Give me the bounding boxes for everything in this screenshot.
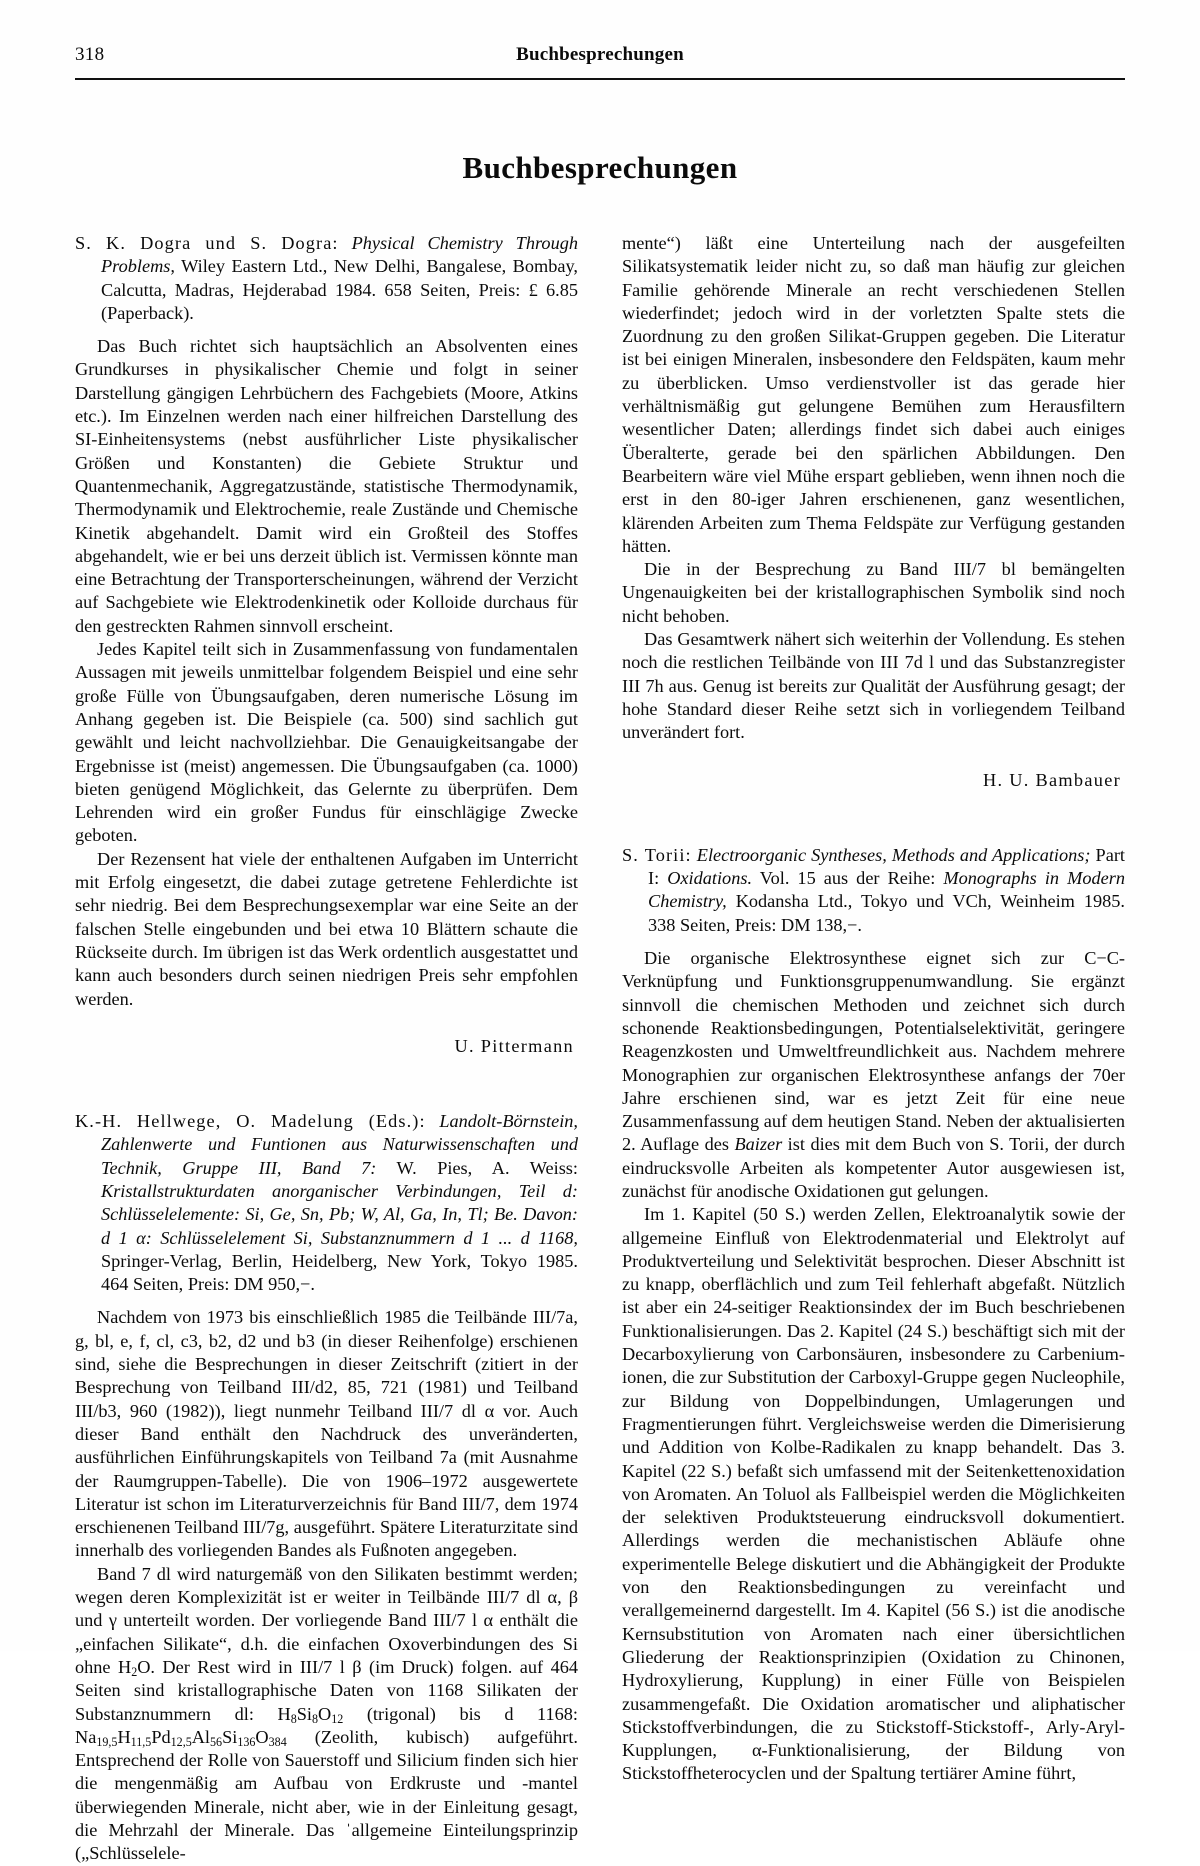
review-paragraph: Jedes Kapitel teilt sich in Zusammenfassung von fundamentalen Aussagen mit jeweils unmittelbar folgendem Beispiel und eine sehr große Fülle von Übungsaufgaben, deren numerische Lösung im Anhang gegeben ist. Die Beispiele (ca. 500) sind sachlich gut gewählt und leicht nachvollziehbar. Die Genauigkeitsangabe der Ergebnisse ist (meist) angemessen. Die Übungsaufgaben (ca. 1000) bieten genügend Möglichkeit, das Gelernte zu überprüfen. Dem Lehrenden wird ein großer Fundus für einschlägige Zwecke geboten. — [75, 639, 578, 846]
reviewer-signature: U. Pittermann — [454, 1035, 574, 1056]
cited-work-title: Baizer — [734, 1134, 783, 1155]
review-series-title: Monographs in Modern Chemistry, — [648, 868, 1125, 912]
formula-text-after: (Zeolith, kubisch) aufgeführt. Entsprechend der Rolle von Sauerstoff und Silicium finden sich hier die mengenmäßig am Aufbau von Erdkruste und -mantel überwiegenden Minerale, nicht aber, wie in der Einleitung gesagt, die Mehrzahl der Minerale. Das ˈallgemeine Einteilungsprinzip („Schlüsselele- — [75, 1726, 578, 1864]
review-paragraph: Der Rezensent hat viele der enthaltenen Aufgaben im Unterricht mit Erfolg eingesetzt, die dabei zutage getretene Fehlerdichte ist sehr niedrig. Bei dem Besprechungsexemplar war eine Seite an der falschen Stelle eingebunden und bei etwa 10 Blättern schaute die Rückseite durch. Im übrigen ist das Werk ordentlich ausgestattet und kann auch besonders durch seinen niedrigen Preis sehr empfohlen werden. — [75, 848, 578, 1009]
page-title: Buchbesprechungen — [462, 150, 738, 185]
formula-text-mid-2: (trigonal) bis d 1168: Na — [75, 1703, 578, 1747]
column-right — [622, 232, 1125, 1866]
formula-zeolite: $_{19,5}H_{11,5}Pd_{12,5}Al_{56}Si_{136}O_{384}$ — [96, 1726, 287, 1749]
review-paragraph: Die in der Besprechung zu Band III/7 bl bemängelten Ungenauigkeiten bei der kristallographischen Symbolik sind noch nicht behoben. — [622, 559, 1125, 626]
review-hellwege-continued — [622, 232, 1125, 792]
review-authors: K.-H. Hellwege, O. Madelung (Eds.): — [75, 1111, 426, 1132]
review-title: Physical Chemistry Through Problems, — [101, 233, 578, 277]
spacer — [75, 1058, 578, 1110]
column-left — [75, 232, 578, 1866]
review-part-label: Part I: — [648, 844, 1125, 889]
review-title-part2: Kristallstrukturdaten anorganischer Verbindungen, Teil d: Schlüsselelemente: Si, Ge, Sn, Pb; W, Al, Ga, In, Tl; Be. Davon: d 1 α: Schlüsselelement Si, Substanznummern d 1 ... d 1168, — [101, 1180, 578, 1248]
formula-text-before: Band 7 dl wird naturgemäß von den Silikaten bestimmt werden; wegen deren Komplexizität ist er weiter in Teilbände III/7 dl α, β und γ unterteilt worden. Der vorliegende Band III/7 l α enthält die „einfachen Silikate“, d.h. die einfachen Oxoverbindungen des Si ohne H — [75, 1563, 578, 1677]
review-title-part2: Oxidations. — [667, 868, 753, 889]
review-reference — [75, 1110, 578, 1296]
review-title-part1: Landolt-Börnstein, Zahlenwerte und Funtionen aus Naturwissenschaften und Technik, Gruppe III, Band 7: — [101, 1111, 578, 1178]
review-paragraph: Das Buch richtet sich hauptsächlich an Absolventen eines Grundkurses in physikalischer Chemie und folgt in seiner Darstellung gängigen Lehrbüchern des Fachgebiets (Moore, Atkins etc.). Im Einzelnen werden nach einer hilfreichen Darstellung des SI-Einheitensystems (nebst ausführlicher Liste physikalischer Größen und Konstanten) die Gebiete Struktur und Quantenmechanik, Aggregatzustände, statistische Thermodynamik, Thermodynamik und Elektrochemie, reale Zustände und Chemische Kinetik abgehandelt. Damit wird ein Großteil des Stoffes abgehandelt, wie er bei uns derzeit üblich ist. Vermissen könnte man eine Betrachtung der Transporterscheinungen, während der Verzicht auf Sachgebiete wie Elektrodenkinetik oder Kolloide durchaus für den gestreckten Rahmen sinnvoll erscheint. — [75, 336, 578, 636]
spacer — [622, 792, 1125, 844]
header-rule — [75, 78, 1125, 80]
review-paragraph: Das Gesamtwerk nähert sich weiterhin der Vollendung. Es stehen noch die restlichen Teilbände von III 7d l und das Substanzregister III 7h aus. Genug ist bereits zur Qualität der Ausführung gesagt; der hohe Standard dieser Reihe setzt sich in vorliegendem Teilband unverändert fort. — [622, 629, 1125, 743]
review-torii — [622, 844, 1125, 1786]
review-title-part1: Electroorganic Syntheses, Methods and Applications; — [696, 844, 1091, 865]
running-head — [75, 44, 1125, 78]
page-number: 318 — [75, 44, 105, 65]
running-title: Buchbesprechungen — [516, 44, 684, 65]
paragraph-text-before-italic: Die organische Elektrosynthese eignet sich zur C−C-Verknüpfung und Funktionsgruppenumwandlung. Sie ergänzt sinnvoll die chemischen Methoden und zeichnet sich durch schonende Reaktionsbedingungen, Potentialselektivität, geringere Reagenzkosten und Umweltfreundlichkeit aus. Nachdem mehrere Monographien zur organischen Elektrosynthese anfangs der 70er Jahre erschienen sind, war es jetzt Zeit für eine neue Zusammenfassung auf dem heutigen Stand. Neben der aktualisierten 2. Auflage des — [622, 948, 1125, 1155]
review-hellwege — [75, 1110, 578, 1866]
review-authors: S. Torii: — [622, 844, 692, 865]
review-paragraph-continued: mente“) läßt eine Unterteilung nach der ausgefeilten Silikatsystematik leider nicht zu, so daß man häufig zur gleichen Familie gehörende Minerale an recht verschiedenen Stellen wiederfindet; jedoch wird in der vorletzten Spalte stets die Zuordnung zu den großen Silikat-Gruppen gegeben. Die Literatur ist bei einigen Mineralen, insbesondere den Feldspäten, kaum mehr zu überblicken. Umso verdienstvoller ist das gerade hier verhältnismäßig gut gelungene Bemühen zum Herausfiltern wesentlicher Daten; allerdings findet sich dabei auch einiges Überalterte, gerade bei den spärlichen Abbildungen. Den Bearbeitern wäre viel Mühe erspart geblieben, wenn ihnen noch die erst in den 80-iger Jahren erschienenen, ganz wesentlichen, klärenden Arbeiten zum Thema Feldspäte zur Verfügung gestanden hätten. — [622, 233, 1125, 556]
review-reference — [622, 844, 1125, 937]
review-imprint: Springer-Verlag, Berlin, Heidelberg, New York, Tokyo 1985. 464 Seiten, Preis: DM 950,−. — [101, 1250, 578, 1295]
formula-h8si8o12: $_8Si_8O_{12}$ — [290, 1703, 344, 1726]
two-column-body — [75, 232, 1125, 1866]
review-imprint: Kodansha Ltd., Tokyo und VCh, Weinheim 1985. 338 Seiten, Preis: DM 138,−. — [648, 891, 1125, 935]
review-contributors: W. Pies, A. Weiss: — [376, 1157, 578, 1178]
review-paragraph-with-formula — [75, 1563, 578, 1866]
h2o-subscript: 2 — [131, 1665, 138, 1680]
review-series-label: Vol. 15 aus der Reihe: — [752, 868, 944, 889]
review-authors: S. K. Dogra und S. Dogra: — [75, 233, 339, 253]
review-imprint: Wiley Eastern Ltd., New Delhi, Bangalese, Bombay, Calcutta, Madras, Hejderabad 1984. 658 Seiten, Preis: £ 6.85 (Paperback). — [101, 256, 578, 323]
reviewer-signature: H. U. Bambauer — [982, 769, 1121, 790]
paragraph-text-after-italic: ist dies mit dem Buch von S. Torii, der durch eindrucksvolle Arbeiten als kompetenter Autor ausgewiesen ist, zunächst für anodische Oxidationen gut gelungen. — [622, 1134, 1125, 1201]
review-dogra — [75, 232, 578, 1058]
review-paragraph: Nachdem von 1973 bis einschließlich 1985 die Teilbände III/7a, g, bl, e, f, cl, c3, b2, d2 und b3 (in dieser Reihenfolge) erschienen sind, siehe die Besprechungen in dieser Zeitschrift (zitiert in der Besprechung von Teilband III/d2, 85, 721 (1981) und Teilband III/b3, 960 (1982)), liegt nunmehr Teilband III/7 dl α vor. Auch dieser Band enthält den Nachdruck des unveränderten, ausführlichen Einführungskapitels von Teilband 7a (mit Ausnahme der Raumgruppen-Tabelle). Die von 1906–1972 ausgewertete Literatur ist schon im Literaturverzeichnis für Band III/7, dem 1974 erschienenen Teilband III/7g, ausgeführt. Spätere Literaturzitate sind innerhalb des vorliegenden Bandes als Fußnoten angegeben. — [75, 1307, 578, 1561]
review-paragraph: Im 1. Kapitel (50 S.) werden Zellen, Elektroanalytik sowie der allgemeine Einfluß von Elektrodenmaterial und Elektrolyt auf Produktverteilung und Selektivität besprochen. Dieser Abschnitt ist zu knapp, oberflächlich und zum Teil fehlerhaft abgefaßt. Nützlich ist aber ein 24-seitiger Reaktionsindex der im Buch beschriebenen Funktionalisierungen. Das 2. Kapitel (24 S.) beschäftigt sich mit der Decarboxylierung von Carbonsäuren, insbesondere zu Carbenium-ionen, die zur Substitution der Carboxyl-Gruppe gegen Nucleophile, zur Bildung von Doppelbindungen, Umlagerungen und Fragmentierungen führt. Vergleichsweise werden die Dimerisierung und Addition von Kolbe-Radikalen zu knapp behandelt. Das 3. Kapitel (22 S.) befaßt sich umfassend mit der Seitenkettenoxidation von Aromaten. An Toluol als Fallbeispiel werden die Möglichkeiten der selektiven Produktsteuerung eindrucksvoll dokumentiert. Allerdings werden die mechanistischen Abläufe ohne experimentelle Belege diskutiert und die Abhängigkeit der Produkte von den Reaktionsbedingungen zu vereinfacht und verallgemeinernd dargestellt. Im 4. Kapitel (56 S.) ist die anodische Kernsubstitution von Aromaten nach einer übersichtlichen Gliederung der Reaktionsprinzipien (Oxidation zu Chinonen, Hydroxylierung, Kupplung) in einer Fülle von Beispielen zusammengefaßt. Die Oxidation aromatischer und aliphatischer Stickstoffverbindungen, die zu Stickstoff-Stickstoff-, Arly-Aryl-Kupplungen, α-Funktionalisierung, der Bildung von Stickstoffheterocyclen und der Spaltung tertiärer Amine führt, — [622, 1204, 1125, 1784]
review-reference — [75, 232, 578, 325]
review-paragraph-mixed — [622, 947, 1125, 1203]
formula-text-mid-1: O. Der Rest wird in III/7 l β (im Druck) folgen. auf 464 Seiten sind kristallographische Daten von 1168 Silikaten der Substanznummern dl: H — [75, 1656, 579, 1724]
